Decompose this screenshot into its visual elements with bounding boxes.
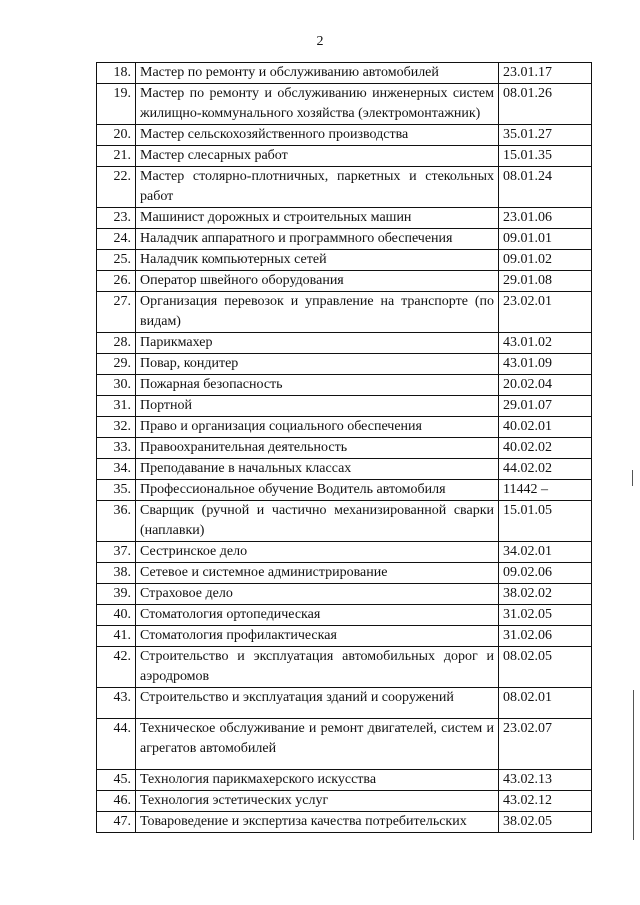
specialty-code-cell: 15.01.35 [499, 146, 592, 167]
specialty-code-cell: 31.02.06 [499, 626, 592, 647]
specialty-code-cell: 31.02.05 [499, 605, 592, 626]
row-number-cell: 46. [97, 791, 136, 812]
specialty-name-cell: Технология парикмахерского искусства [136, 770, 499, 791]
table-row [97, 459, 592, 480]
row-number-cell: 30. [97, 375, 136, 396]
table-row [97, 125, 592, 146]
specialty-code-cell: 43.02.13 [499, 770, 592, 791]
page-number: 2 [316, 34, 324, 49]
specialty-code-cell: 34.02.01 [499, 542, 592, 563]
specialty-code-cell: 15.01.05 [499, 501, 592, 542]
row-number-cell: 45. [97, 770, 136, 791]
table-row [97, 626, 592, 647]
specialty-name-cell: Оператор швейного оборудования [136, 271, 499, 292]
row-number-cell: 41. [97, 626, 136, 647]
specialty-name-cell: Машинист дорожных и строительных машин [136, 208, 499, 229]
row-number-cell: 23. [97, 208, 136, 229]
specialty-code-cell: 38.02.05 [499, 812, 592, 833]
table-row [97, 791, 592, 812]
row-number-cell: 29. [97, 354, 136, 375]
specialty-code-cell: 09.02.06 [499, 563, 592, 584]
table-row [97, 354, 592, 375]
row-number-cell: 28. [97, 333, 136, 354]
specialty-name-cell: Правоохранительная деятельность [136, 438, 499, 459]
specialty-code-cell: 44.02.02 [499, 459, 592, 480]
specialty-name-cell: Сетевое и системное администрирование [136, 563, 499, 584]
specialty-code-cell: 23.02.07 [499, 719, 592, 770]
specialty-code-cell: 11442 – [499, 480, 592, 501]
table-row [97, 84, 592, 125]
table-row [97, 417, 592, 438]
specialty-name-cell: Мастер по ремонту и обслуживанию автомобилей [136, 63, 499, 84]
row-number-cell: 27. [97, 292, 136, 333]
table-row [97, 501, 592, 542]
row-number-cell: 43. [97, 688, 136, 719]
specialty-code-cell: 43.01.09 [499, 354, 592, 375]
row-number-cell: 39. [97, 584, 136, 605]
table-row [97, 146, 592, 167]
table-row [97, 563, 592, 584]
specialty-code-cell: 08.01.24 [499, 167, 592, 208]
table-row [97, 480, 592, 501]
specialty-code-cell: 40.02.02 [499, 438, 592, 459]
row-number-cell: 35. [97, 480, 136, 501]
row-number-cell: 31. [97, 396, 136, 417]
specialty-name-cell: Товароведение и экспертиза качества потребительских [136, 812, 499, 833]
table-row [97, 208, 592, 229]
specialty-name-cell: Строительство и эксплуатация зданий и сооружений [136, 688, 499, 719]
row-number-cell: 47. [97, 812, 136, 833]
table-row [97, 63, 592, 84]
specialty-code-cell: 09.01.02 [499, 250, 592, 271]
specialty-code-cell: 43.02.12 [499, 791, 592, 812]
specialty-name-cell: Парикмахер [136, 333, 499, 354]
specialty-code-cell: 23.01.17 [499, 63, 592, 84]
table-row [97, 250, 592, 271]
specialty-name-cell: Право и организация социального обеспечения [136, 417, 499, 438]
specialty-name-cell: Организация перевозок и управление на транспорте (по видам) [136, 292, 499, 333]
specialty-name-cell: Мастер столярно-плотничных, паркетных и стекольных работ [136, 167, 499, 208]
specialty-code-cell: 23.01.06 [499, 208, 592, 229]
row-number-cell: 42. [97, 647, 136, 688]
row-number-cell: 26. [97, 271, 136, 292]
specialty-name-cell: Стоматология ортопедическая [136, 605, 499, 626]
row-number-cell: 33. [97, 438, 136, 459]
row-number-cell: 22. [97, 167, 136, 208]
specialty-name-cell: Строительство и эксплуатация автомобильных дорог и аэродромов [136, 647, 499, 688]
specialty-name-cell: Наладчик компьютерных сетей [136, 250, 499, 271]
specialty-name-cell: Техническое обслуживание и ремонт двигателей, систем и агрегатов автомобилей [136, 719, 499, 770]
specialty-code-cell: 29.01.08 [499, 271, 592, 292]
table-row [97, 542, 592, 563]
table-row [97, 770, 592, 791]
specialty-name-cell: Технология эстетических услуг [136, 791, 499, 812]
row-number-cell: 38. [97, 563, 136, 584]
table-row [97, 605, 592, 626]
specialty-code-cell: 38.02.02 [499, 584, 592, 605]
table-row [97, 438, 592, 459]
specialty-name-cell: Повар, кондитер [136, 354, 499, 375]
row-number-cell: 44. [97, 719, 136, 770]
specialty-code-cell: 08.02.05 [499, 647, 592, 688]
specialty-code-cell: 08.02.01 [499, 688, 592, 719]
specialty-name-cell: Сварщик (ручной и частично механизированной сварки (наплавки) [136, 501, 499, 542]
specialty-name-cell: Мастер слесарных работ [136, 146, 499, 167]
row-number-cell: 20. [97, 125, 136, 146]
specialty-name-cell: Преподавание в начальных классах [136, 459, 499, 480]
table-row [97, 647, 592, 688]
specialty-code-cell: 35.01.27 [499, 125, 592, 146]
table-row [97, 812, 592, 833]
row-number-cell: 21. [97, 146, 136, 167]
table-row [97, 229, 592, 250]
specialty-name-cell: Наладчик аппаратного и программного обеспечения [136, 229, 499, 250]
row-number-cell: 34. [97, 459, 136, 480]
scan-margin-mark [633, 690, 634, 840]
row-number-cell: 18. [97, 63, 136, 84]
table-row [97, 271, 592, 292]
specialties-table [96, 62, 592, 833]
row-number-cell: 37. [97, 542, 136, 563]
specialty-name-cell: Пожарная безопасность [136, 375, 499, 396]
specialty-name-cell: Мастер сельскохозяйственного производства [136, 125, 499, 146]
row-number-cell: 24. [97, 229, 136, 250]
table-row [97, 333, 592, 354]
specialty-code-cell: 08.01.26 [499, 84, 592, 125]
scan-margin-mark [632, 470, 633, 486]
table-row [97, 688, 592, 719]
specialty-name-cell: Стоматология профилактическая [136, 626, 499, 647]
specialty-name-cell: Страховое дело [136, 584, 499, 605]
specialty-name-cell: Портной [136, 396, 499, 417]
specialty-code-cell: 23.02.01 [499, 292, 592, 333]
row-number-cell: 25. [97, 250, 136, 271]
specialty-code-cell: 09.01.01 [499, 229, 592, 250]
specialty-name-cell: Профессиональное обучение Водитель автомобиля [136, 480, 499, 501]
specialty-name-cell: Мастер по ремонту и обслуживанию инженерных систем жилищно-коммунального хозяйства (электромонтажник) [136, 84, 499, 125]
row-number-cell: 19. [97, 84, 136, 125]
table-row [97, 396, 592, 417]
table-row [97, 719, 592, 770]
row-number-cell: 32. [97, 417, 136, 438]
specialty-code-cell: 29.01.07 [499, 396, 592, 417]
specialty-name-cell: Сестринское дело [136, 542, 499, 563]
specialty-code-cell: 40.02.01 [499, 417, 592, 438]
table-row [97, 167, 592, 208]
table-row [97, 292, 592, 333]
row-number-cell: 36. [97, 501, 136, 542]
table-body [97, 63, 592, 833]
specialty-code-cell: 43.01.02 [499, 333, 592, 354]
specialty-code-cell: 20.02.04 [499, 375, 592, 396]
row-number-cell: 40. [97, 605, 136, 626]
table-row [97, 584, 592, 605]
table-row [97, 375, 592, 396]
